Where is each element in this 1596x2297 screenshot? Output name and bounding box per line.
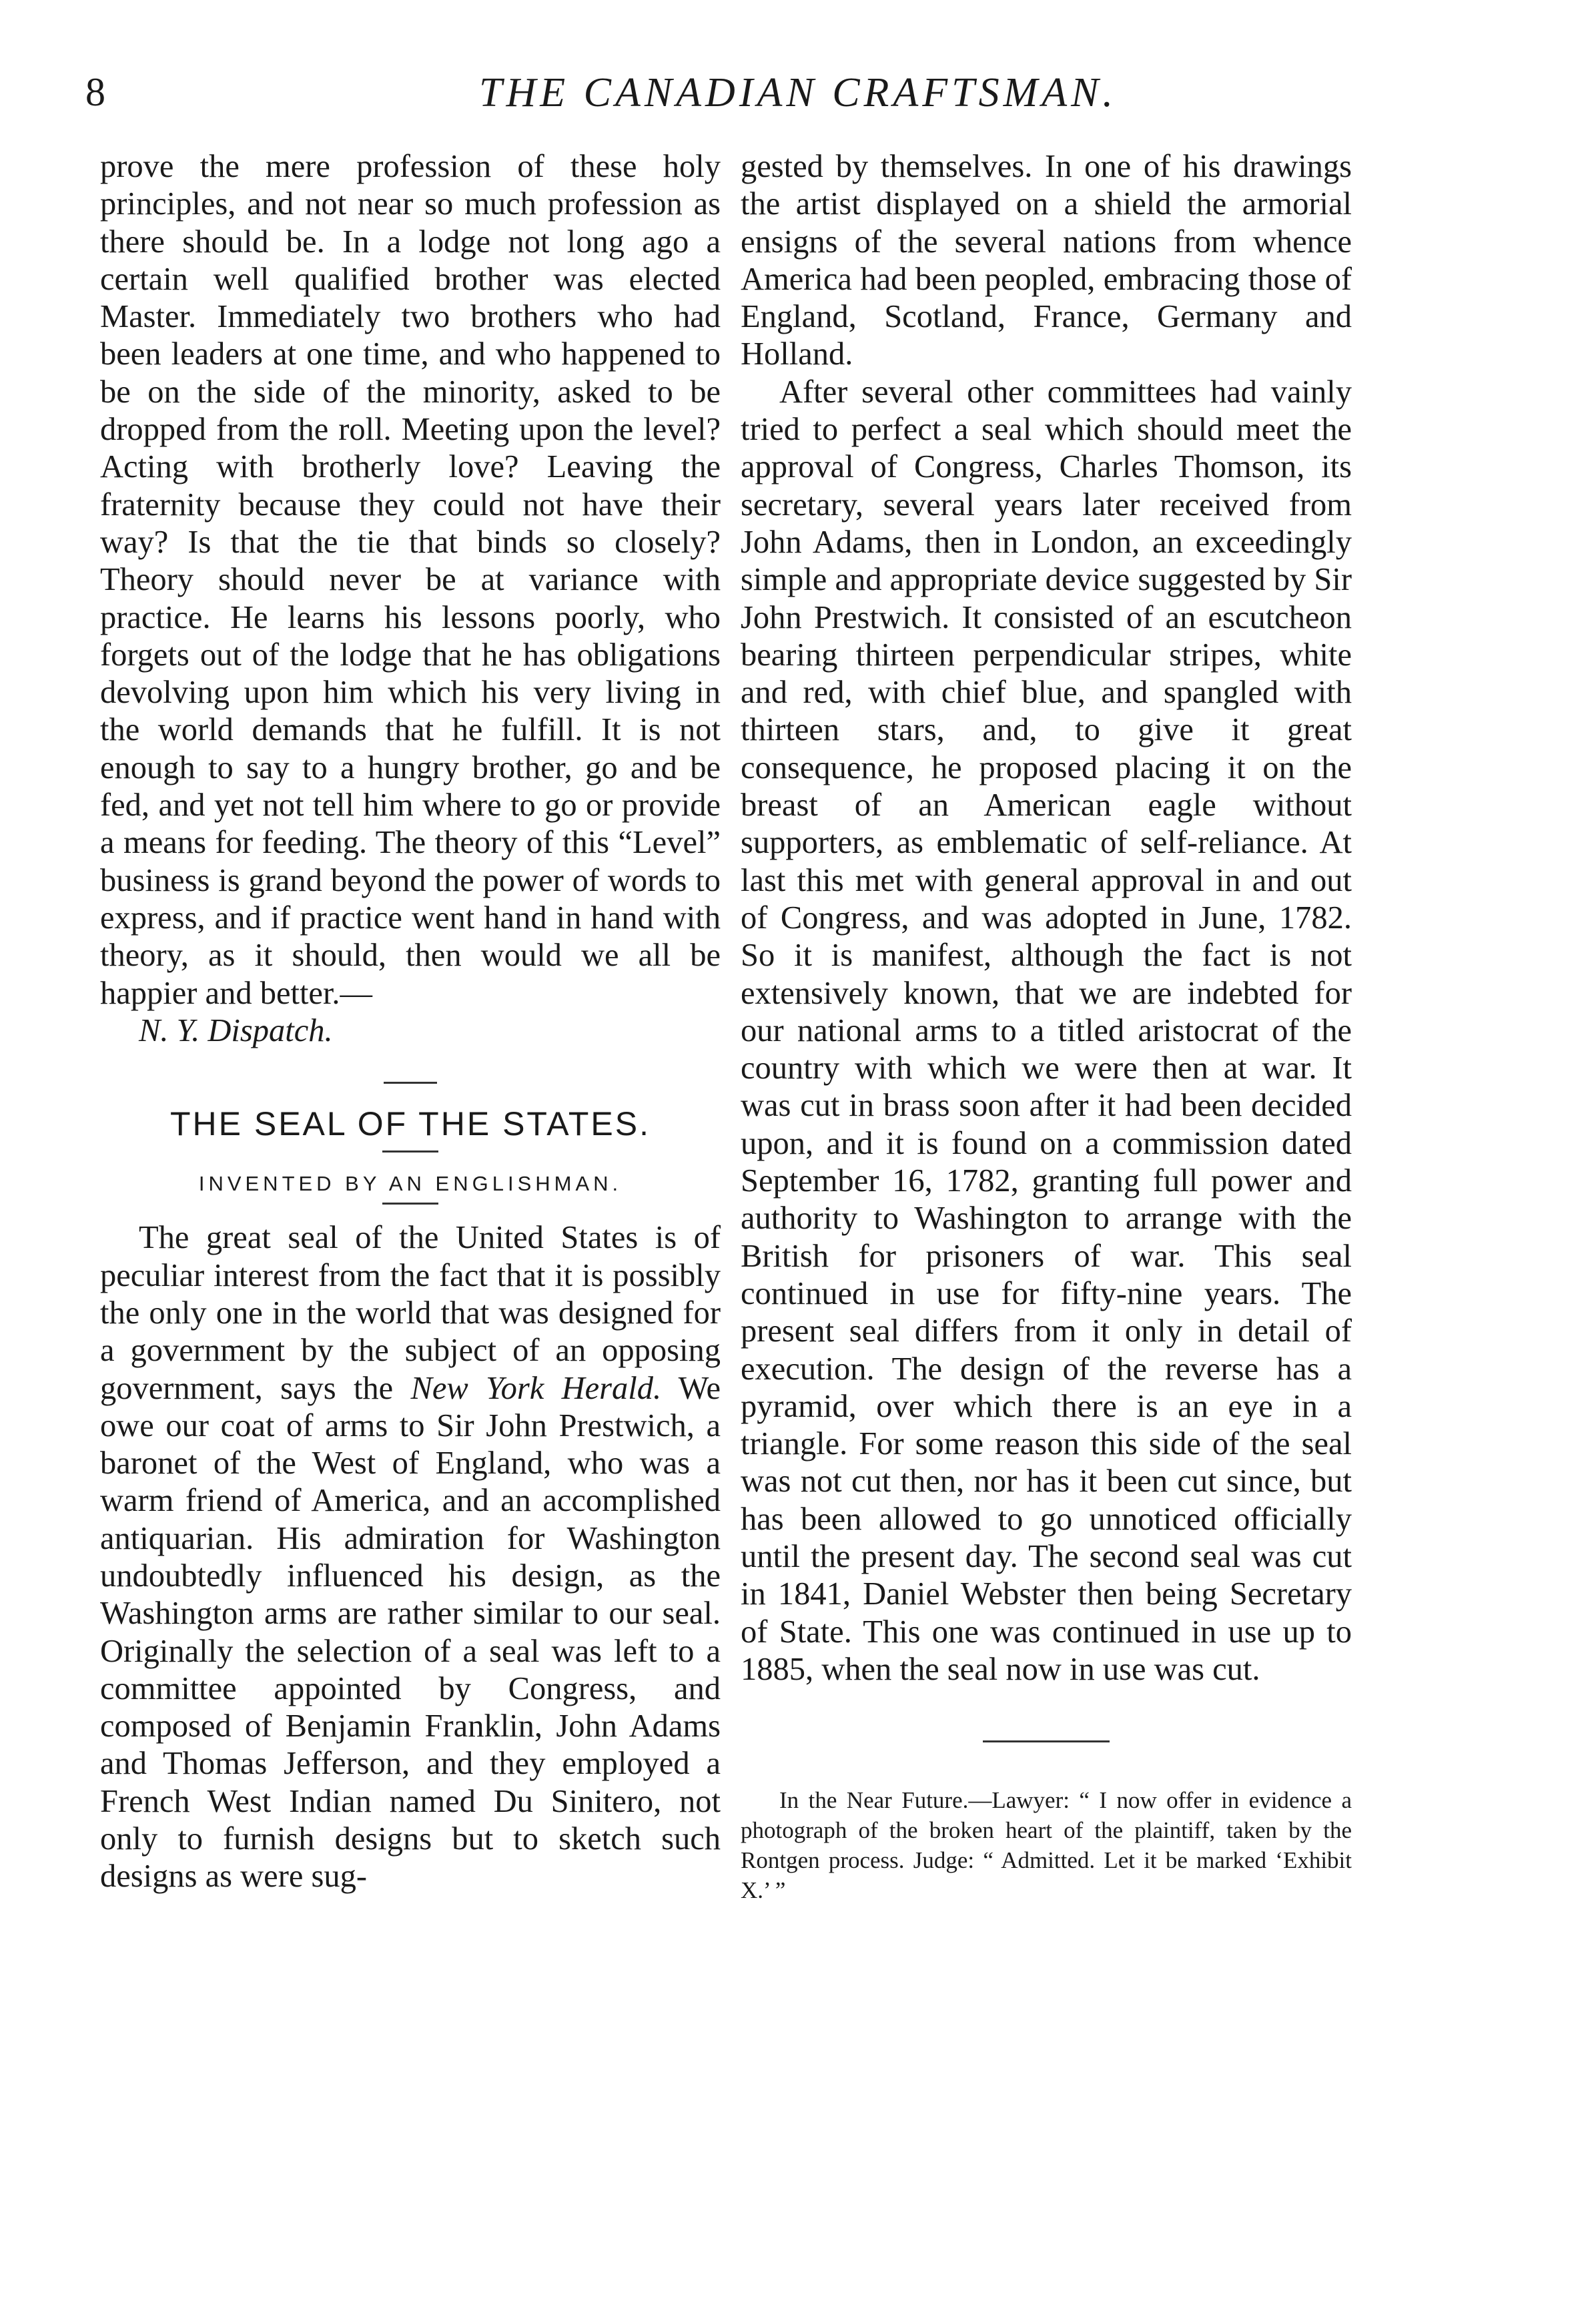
right-column <box>741 148 1352 1905</box>
footnote-divider <box>983 1740 1110 1742</box>
source-credit-line <box>100 1012 721 1050</box>
section-divider <box>384 1082 437 1084</box>
article-title: THE SEAL OF THE STATES. <box>169 1105 651 1143</box>
subtitle-rule <box>382 1203 438 1205</box>
left-column <box>100 148 721 1896</box>
article-paragraph-2: After several other committees had vainly tried to perfect a seal which should meet the approval of Congress, Charles Thomson, its secretary, several years later received from John Adams, then in London, an exceedingly simple and appropriate device suggested by Sir John Prestwich. It consisted of an escutcheon bearing thirteen perpendicular stripes, white and red, with chief blue, and spangled with thirteen stars, and, to give it great consequence, he proposed placing it on the breast of an American eagle without supporters, as emblematic of self-reliance. At last this met with general approval in and out of Congress, and was adopted in June, 1782. So it is manifest, although the fact is not extensively known, that we are indebted for our national arms to a titled aristocrat of the country with which we were then at war. It was cut in brass soon after it had been decided upon, and it is found on a commission dated September 16, 1782, granting full power and authority to Washington to arrange with the British for prisoners of war. This seal continued in use for fifty-nine years. The present seal differs from it only in detail of execution. The design of the reverse has a pyramid, over which there is an eye in a triangle. For some reason this side of the seal was not cut then, nor has it been cut since, but has been allowed to go unnoticed officially until the present day. The second seal was cut in 1841, Daniel Webster then being Secretary of State. This one was continued in use up to 1885, when the seal now in use was cut. <box>741 374 1352 1687</box>
article-paragraph-1 <box>100 1219 721 1895</box>
footnote: In the Near Future.—Lawyer: “ I now offer in evidence a photograph of the broken heart of the plaintiff, taken by the Rontgen process. Judge: “ Admitted. Let it be marked ‘Exhibit X.’ ” <box>741 1787 1352 1904</box>
opening-paragraph: prove the mere profession of these holy principles, and not near so much profession as there should be. In a lodge not long ago a certain well qualified brother was elected Master. Immediately two brothers who had been leaders at one time, and who happened to be on the side of the minority, asked to be dropped from the roll. Meeting upon the level? Acting with brotherly love? Leaving the fraternity because they could not have their way? Is that the tie that binds so closely? Theory should never be at variance with practice. He learns his lessons poorly, who forgets out of the lodge that he has obligations devolving upon him which his very living in the world demands that he fulfill. It is not enough to say to a hungry brother, go and be fed, and yet not tell him where to go or provide a means for feeding. The theory of this “Level” business is grand beyond the power of words to express, and if practice went hand in hand with theory, as it should, then would we all be happier and better.— <box>100 149 721 1011</box>
newspaper-name: New York Herald. <box>410 1370 662 1406</box>
article-subtitle: INVENTED BY AN ENGLISHMAN. <box>198 1172 623 1196</box>
title-rule <box>382 1151 438 1153</box>
continued-paragraph: gested by themselves. In one of his drawings the artist displayed on a shield the armorial ensigns of the several nations from whence America had been peopled, embracing those of England, Scotland, France, Germany and Holland. <box>741 149 1352 372</box>
page-number: 8 <box>85 70 105 114</box>
source-credit: N. Y. Dispatch. <box>139 1012 333 1048</box>
article-paragraph-1-text-b: We owe our coat of arms to Sir John Prestwich, a baronet of the West of England, who was a warm friend of America, and an accomplished antiquarian. His admiration for Washington undoubtedly influenced his design, as the Washington arms are rather similar to our seal. Originally the selection of a seal was left to a committee appointed by Congress, and composed of Benjamin Franklin, John Adams and Thomas Jefferson, and they employed a French West Indian named Du Sinitero, not only to furnish designs but to sketch such designs as were sug- <box>100 1370 721 1895</box>
article-paragraph-1-text-a: The great seal of the United States is of peculiar interest from the fact that it is possibly the only one in the world that was designed for a government by the subject of an opposing government, says the <box>100 1220 721 1406</box>
running-title: THE CANADIAN CRAFTSMAN. <box>478 70 1118 115</box>
